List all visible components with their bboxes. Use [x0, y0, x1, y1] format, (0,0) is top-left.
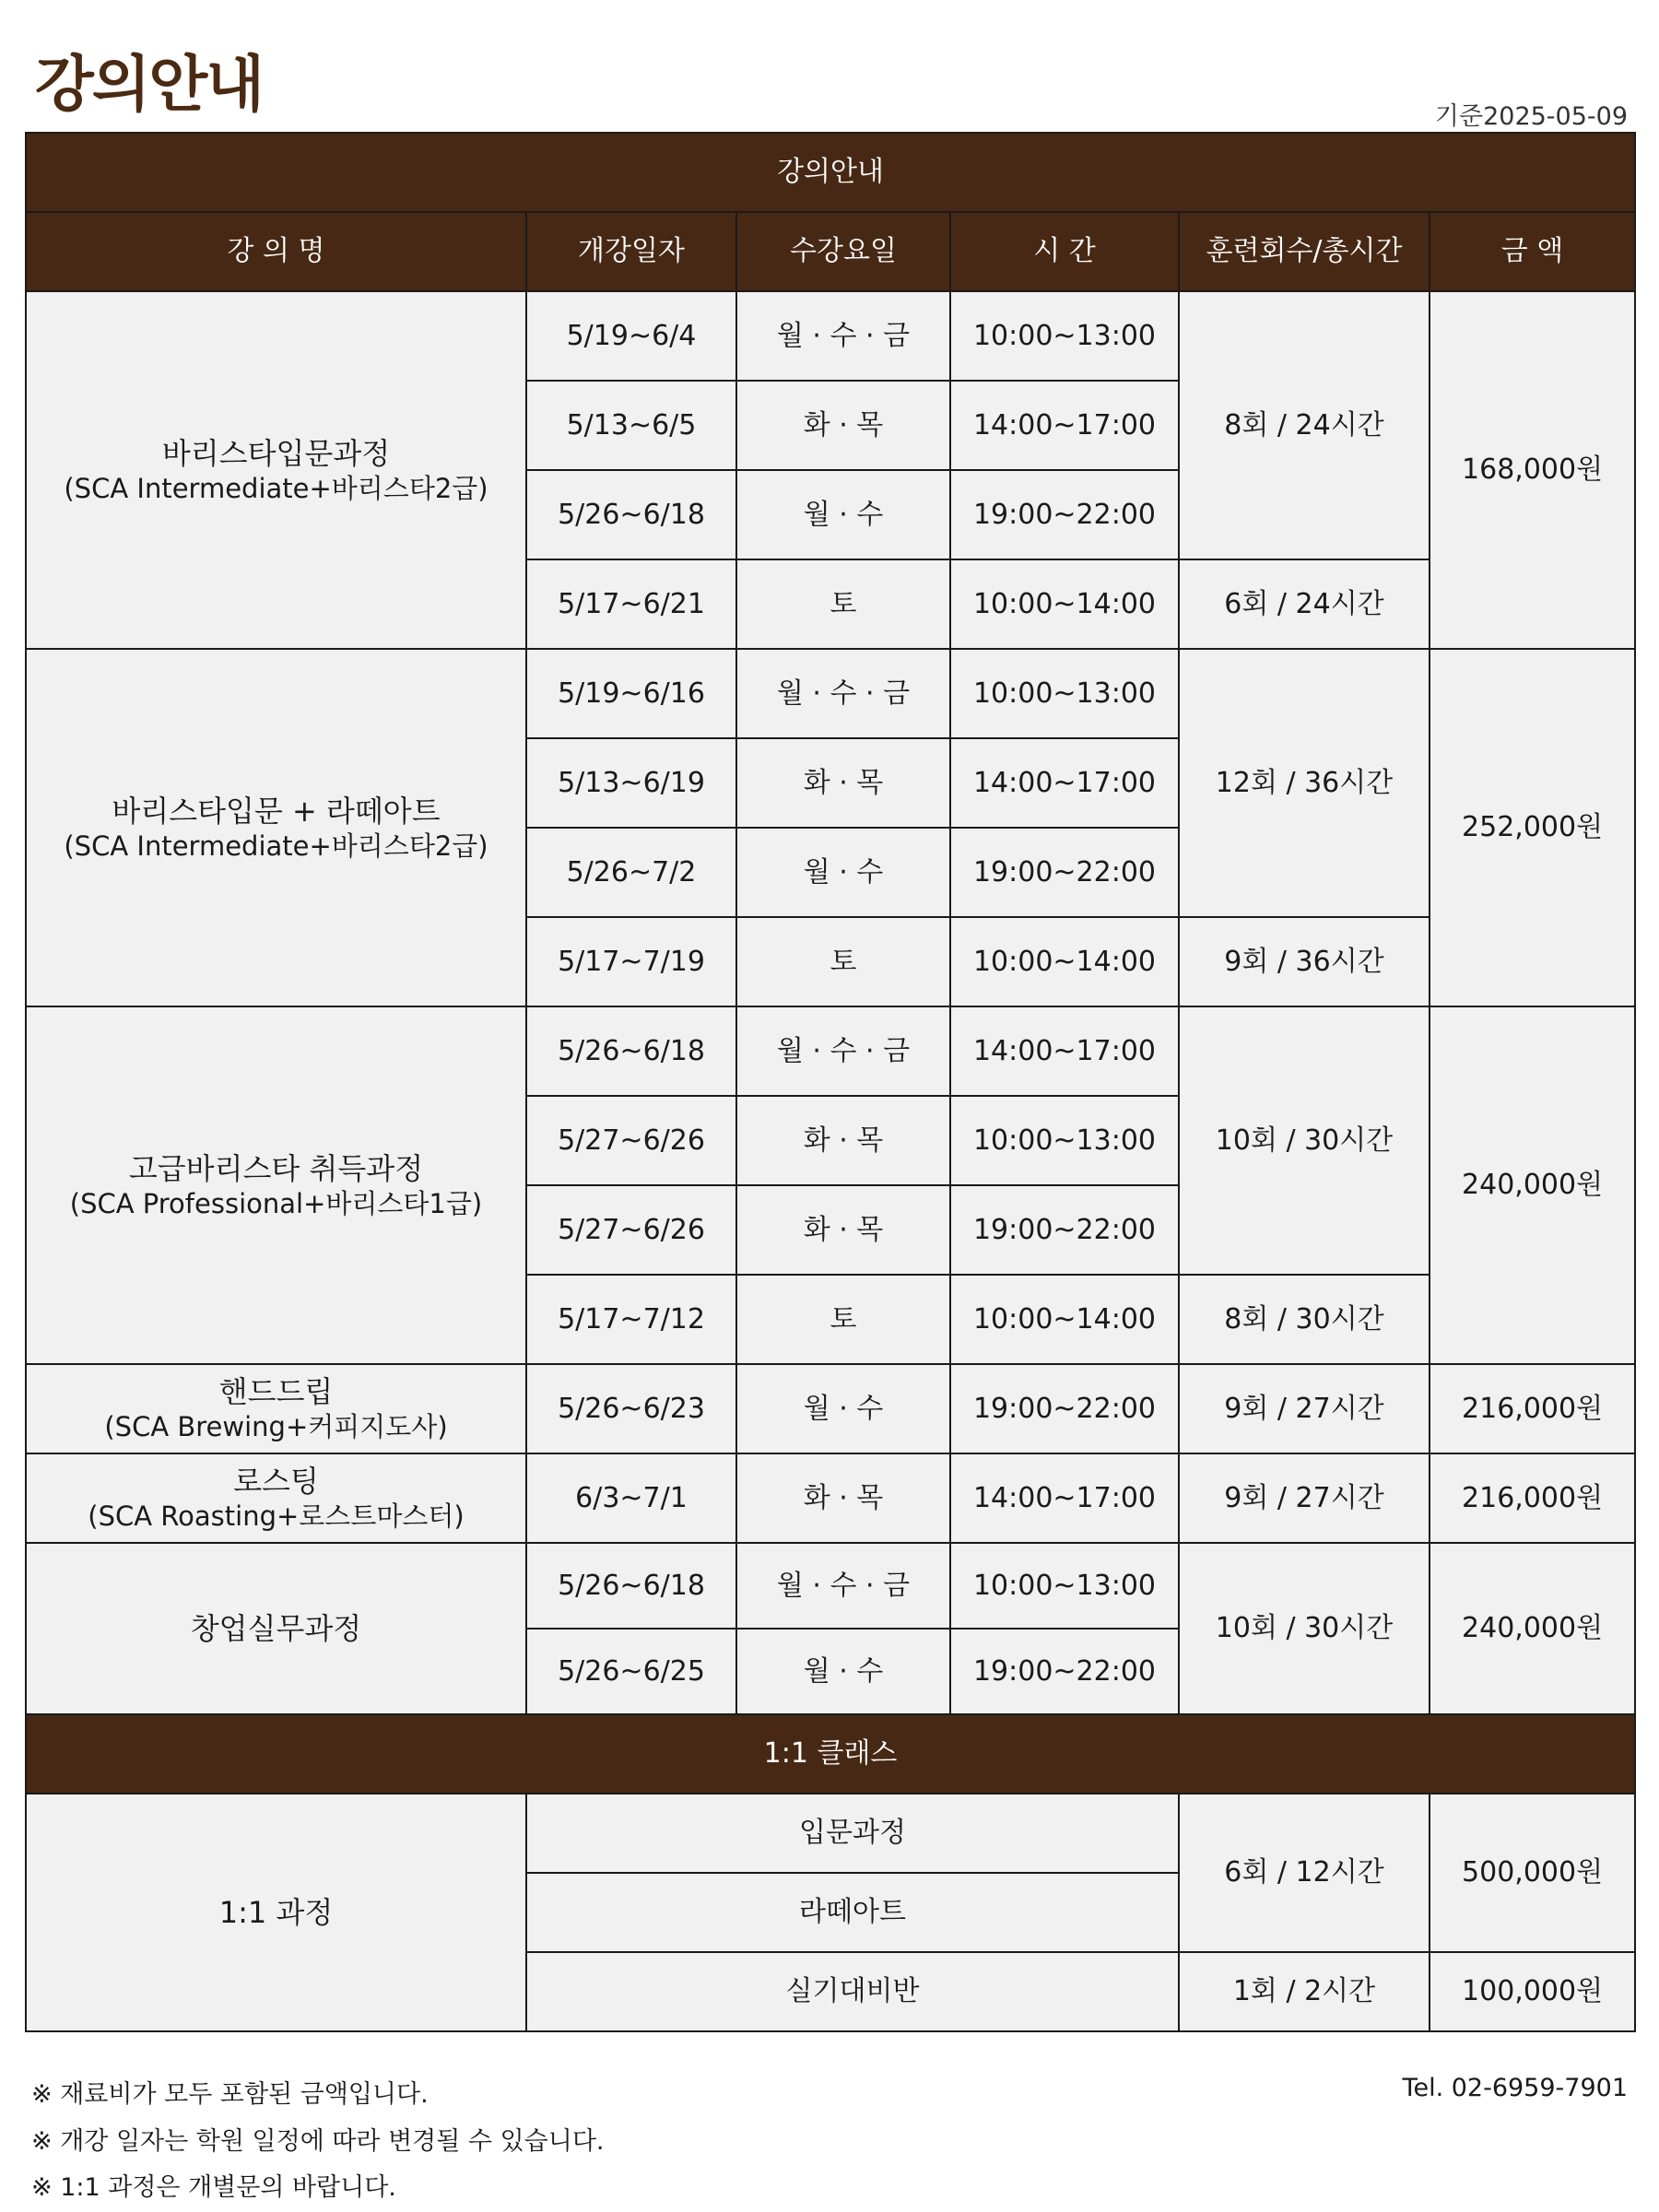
course-name-cell — [26, 1543, 526, 1714]
header-time: 시 간 — [950, 212, 1179, 291]
course-name-cell — [26, 1364, 526, 1453]
start-date: 5/26~7/2 — [526, 828, 736, 917]
weekdays: 월 · 수 — [736, 1629, 950, 1714]
weekdays: 월 · 수 · 금 — [736, 1006, 950, 1096]
course-subtitle: (SCA Professional+바리스타1급) — [69, 1187, 483, 1219]
course-subtitle: (SCA Intermediate+바리스타2급) — [64, 830, 488, 862]
section-title: 1:1 클래스 — [26, 1714, 1635, 1794]
course-name-cell — [26, 291, 526, 649]
sessions-hours: 9회 / 27시간 — [1179, 1453, 1430, 1543]
start-date: 5/17~7/19 — [526, 917, 736, 1006]
weekdays: 화 · 목 — [736, 381, 950, 470]
time: 10:00~13:00 — [950, 1543, 1179, 1629]
time: 19:00~22:00 — [950, 1364, 1179, 1453]
time: 19:00~22:00 — [950, 1185, 1179, 1275]
time: 14:00~17:00 — [950, 1006, 1179, 1096]
weekdays: 월 · 수 — [736, 1364, 950, 1453]
table-row — [26, 1006, 1635, 1096]
class-item: 입문과정 — [526, 1794, 1179, 1873]
time: 10:00~14:00 — [950, 1275, 1179, 1364]
time: 10:00~14:00 — [950, 559, 1179, 649]
course-schedule-table — [25, 132, 1636, 2032]
table-row — [26, 291, 1635, 381]
course-name-cell — [26, 1006, 526, 1364]
time: 19:00~22:00 — [950, 470, 1179, 559]
sessions-hours: 10회 / 30시간 — [1179, 1006, 1430, 1275]
sessions-hours: 1회 / 2시간 — [1179, 1952, 1430, 2031]
price: 240,000원 — [1430, 1006, 1635, 1364]
course-name: 1:1 과정 — [218, 1895, 334, 1930]
weekdays: 월 · 수 — [736, 470, 950, 559]
table-row — [26, 1543, 1635, 1629]
price: 252,000원 — [1430, 649, 1635, 1006]
time: 10:00~14:00 — [950, 917, 1179, 1006]
weekdays: 토 — [736, 559, 950, 649]
course-name: 고급바리스타 취득과정 — [128, 1150, 424, 1186]
sessions-hours: 8회 / 30시간 — [1179, 1275, 1430, 1364]
footnote: ※ 개강 일자는 학원 일정에 따라 변경될 수 있습니다. — [31, 2127, 605, 2156]
weekdays: 월 · 수 · 금 — [736, 291, 950, 381]
weekdays: 화 · 목 — [736, 1096, 950, 1185]
time: 10:00~13:00 — [950, 291, 1179, 381]
start-date: 5/26~6/25 — [526, 1629, 736, 1714]
table-row — [26, 1794, 1635, 1873]
price: 240,000원 — [1430, 1543, 1635, 1714]
course-name: 창업실무과정 — [190, 1611, 362, 1646]
header-start-date: 개강일자 — [526, 212, 736, 291]
start-date: 6/3~7/1 — [526, 1453, 736, 1543]
sessions-hours: 10회 / 30시간 — [1179, 1543, 1430, 1714]
weekdays: 월 · 수 · 금 — [736, 1543, 950, 1629]
start-date: 5/27~6/26 — [526, 1185, 736, 1275]
time: 14:00~17:00 — [950, 381, 1179, 470]
sessions-hours: 12회 / 36시간 — [1179, 649, 1430, 917]
sessions-hours: 6회 / 12시간 — [1179, 1794, 1430, 1952]
start-date: 5/26~6/18 — [526, 1006, 736, 1096]
time: 14:00~17:00 — [950, 1453, 1179, 1543]
time: 19:00~22:00 — [950, 828, 1179, 917]
footnote: ※ 재료비가 모두 포함된 금액입니다. — [31, 2080, 429, 2109]
sessions-hours: 9회 / 36시간 — [1179, 917, 1430, 1006]
start-date: 5/17~6/21 — [526, 559, 736, 649]
footnote: ※ 1:1 과정은 개별문의 바랍니다. — [31, 2173, 396, 2202]
page-title: 강의안내 — [35, 49, 264, 120]
class-item: 라떼아트 — [526, 1873, 1179, 1952]
time: 10:00~13:00 — [950, 1096, 1179, 1185]
course-name: 바리스타입문과정 — [161, 435, 391, 471]
sessions-hours: 8회 / 24시간 — [1179, 291, 1430, 559]
weekdays: 월 · 수 · 금 — [736, 649, 950, 738]
table-header-row — [26, 212, 1635, 291]
start-date: 5/27~6/26 — [526, 1096, 736, 1185]
start-date: 5/17~7/12 — [526, 1275, 736, 1364]
start-date: 5/19~6/4 — [526, 291, 736, 381]
phone-number: Tel. 02-6959-7901 — [1402, 2074, 1628, 2102]
course-subtitle: (SCA Roasting+로스트마스터) — [88, 1500, 465, 1533]
table-row — [26, 1453, 1635, 1543]
weekdays: 화 · 목 — [736, 1453, 950, 1543]
header-course-name: 강 의 명 — [26, 212, 526, 291]
start-date: 5/19~6/16 — [526, 649, 736, 738]
course-name-cell — [26, 1794, 526, 2031]
time: 10:00~13:00 — [950, 649, 1179, 738]
weekdays: 월 · 수 — [736, 828, 950, 917]
section-band — [26, 133, 1635, 212]
section-band — [26, 1714, 1635, 1794]
time: 19:00~22:00 — [950, 1629, 1179, 1714]
header-price: 금 액 — [1430, 212, 1635, 291]
course-name-cell — [26, 649, 526, 1006]
section-title: 강의안내 — [26, 133, 1635, 212]
header-sessions-hours: 훈련회수/총시간 — [1179, 212, 1430, 291]
course-name-cell — [26, 1453, 526, 1543]
sessions-hours: 9회 / 27시간 — [1179, 1364, 1430, 1453]
start-date: 5/13~6/19 — [526, 738, 736, 828]
start-date: 5/13~6/5 — [526, 381, 736, 470]
course-name: 로스팅 — [233, 1464, 319, 1500]
course-name: 핸드드립 — [218, 1374, 334, 1410]
price: 500,000원 — [1430, 1794, 1635, 1952]
course-subtitle: (SCA Intermediate+바리스타2급) — [64, 472, 488, 504]
price: 168,000원 — [1430, 291, 1635, 649]
table-row — [26, 649, 1635, 738]
price: 100,000원 — [1430, 1952, 1635, 2031]
class-item: 실기대비반 — [526, 1952, 1179, 2031]
weekdays: 화 · 목 — [736, 1185, 950, 1275]
price: 216,000원 — [1430, 1453, 1635, 1543]
sessions-hours: 6회 / 24시간 — [1179, 559, 1430, 649]
time: 14:00~17:00 — [950, 738, 1179, 828]
weekdays: 토 — [736, 917, 950, 1006]
start-date: 5/26~6/18 — [526, 1543, 736, 1629]
base-date: 기준2025-05-09 — [1434, 102, 1628, 131]
weekdays: 토 — [736, 1275, 950, 1364]
table-row — [26, 1364, 1635, 1453]
weekdays: 화 · 목 — [736, 738, 950, 828]
course-name: 바리스타입문 + 라떼아트 — [112, 793, 441, 829]
start-date: 5/26~6/18 — [526, 470, 736, 559]
price: 216,000원 — [1430, 1364, 1635, 1453]
course-subtitle: (SCA Brewing+커피지도사) — [104, 1411, 448, 1443]
start-date: 5/26~6/23 — [526, 1364, 736, 1453]
header-weekdays: 수강요일 — [736, 212, 950, 291]
